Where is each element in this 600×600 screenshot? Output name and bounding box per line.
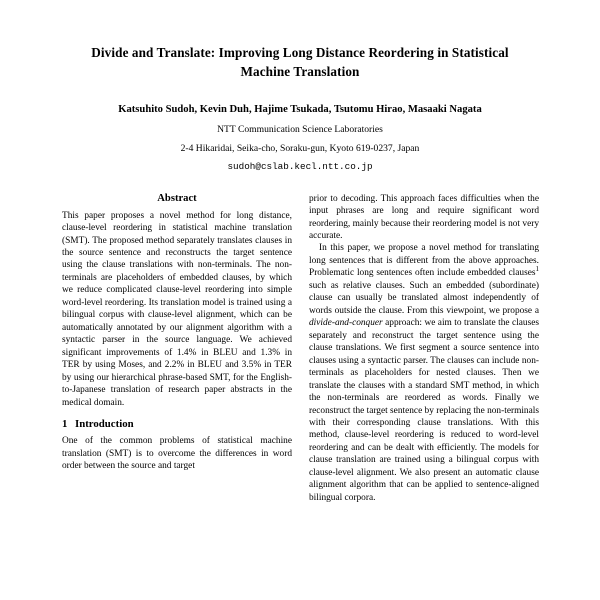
affiliation-line-2: 2-4 Hikaridai, Seika-cho, Soraku-gun, Kyoto 619-0237, Japan: [180, 142, 420, 154]
introduction-paragraph-1: One of the common problems of statistical machine translation (SMT) is to overcome the differences in word order between the source and target: [62, 436, 292, 472]
right-paragraph-2: In this paper, we propose a novel method for translating long sentences that is different from the above approaches. Problematic long sentences often include embedded clauses$^1$ such as relative clauses. Such an embedded (subordinate) clause can usually be translated almost independently of words outside the clause. From this viewpoint, we propose a divide-and-conquer approach: we aim to translate the clauses separately and reconstruct the target sentence using the clause translations. We first segment a source sentence into clauses using a syntactic parser. The clauses can include non-terminals as placeholders for nested clauses. Then we translate the clauses with a standard SMT method, in which the non-terminals are reordered as words. Finally we reconstruct the target sentence by replacing the non-terminals with their corresponding clause translations. With this method, clause-level reordering is reduced to word-level reordering and can be dealt with efficiently. The models for clause translation are trained using a bilingual corpus with clause-level alignment. We also present an automatic clause alignment algorithm that can be applied to sentence-aligned bilingual corpora.: [309, 243, 539, 503]
left-column: [62, 193, 292, 505]
abstract-heading: Abstract: [157, 192, 197, 204]
author-list: Katsuhito Sudoh, Kevin Duh, Hajime Tsukada, Tsutomu Hirao, Masaaki Nagata: [118, 104, 482, 116]
affiliation-line-1: NTT Communication Science Laboratories: [217, 123, 383, 135]
contact-email: sudoh@cslab.kecl.ntt.co.jp: [227, 160, 373, 172]
two-column-body: [62, 193, 538, 505]
section-title: Introduction: [75, 418, 134, 431]
section-heading-introduction: [62, 418, 292, 430]
abstract-text: This paper proposes a novel method for long distance, clause-level reordering in statistical machine translation (SMT). The proposed method separately translates clauses in the source sentence and reconstructs the target sentence using the clause translations with non-terminals. The non-terminals are placeholders of embedded clauses, by which we reduce complicated clause-level reordering into simple word-level reordering. Its translation model is trained using a bilingual corpus with clause-level alignment, which can be automatically annotated by our alignment algorithm with a syntactic parser in the source language. We achieved significant improvements of 1.4% in BLEU and 1.3% in TER by using Moses, and 2.2% in BLEU and 3.5% in TER by using our hierarchical phrase-based SMT, for the English-to-Japanese translation of research paper abstracts in the medical domain.: [62, 210, 292, 408]
section-number: 1: [62, 418, 68, 431]
right-column: [309, 193, 539, 505]
page-title: Divide and Translate: Improving Long Distance Reordering in Statistical Machine Translation: [91, 45, 509, 79]
right-paragraph-1: prior to decoding. This approach faces difficulties when the input phrases are long and require significant word reordering, mainly because their reordering model is not very accurate.: [309, 193, 539, 241]
